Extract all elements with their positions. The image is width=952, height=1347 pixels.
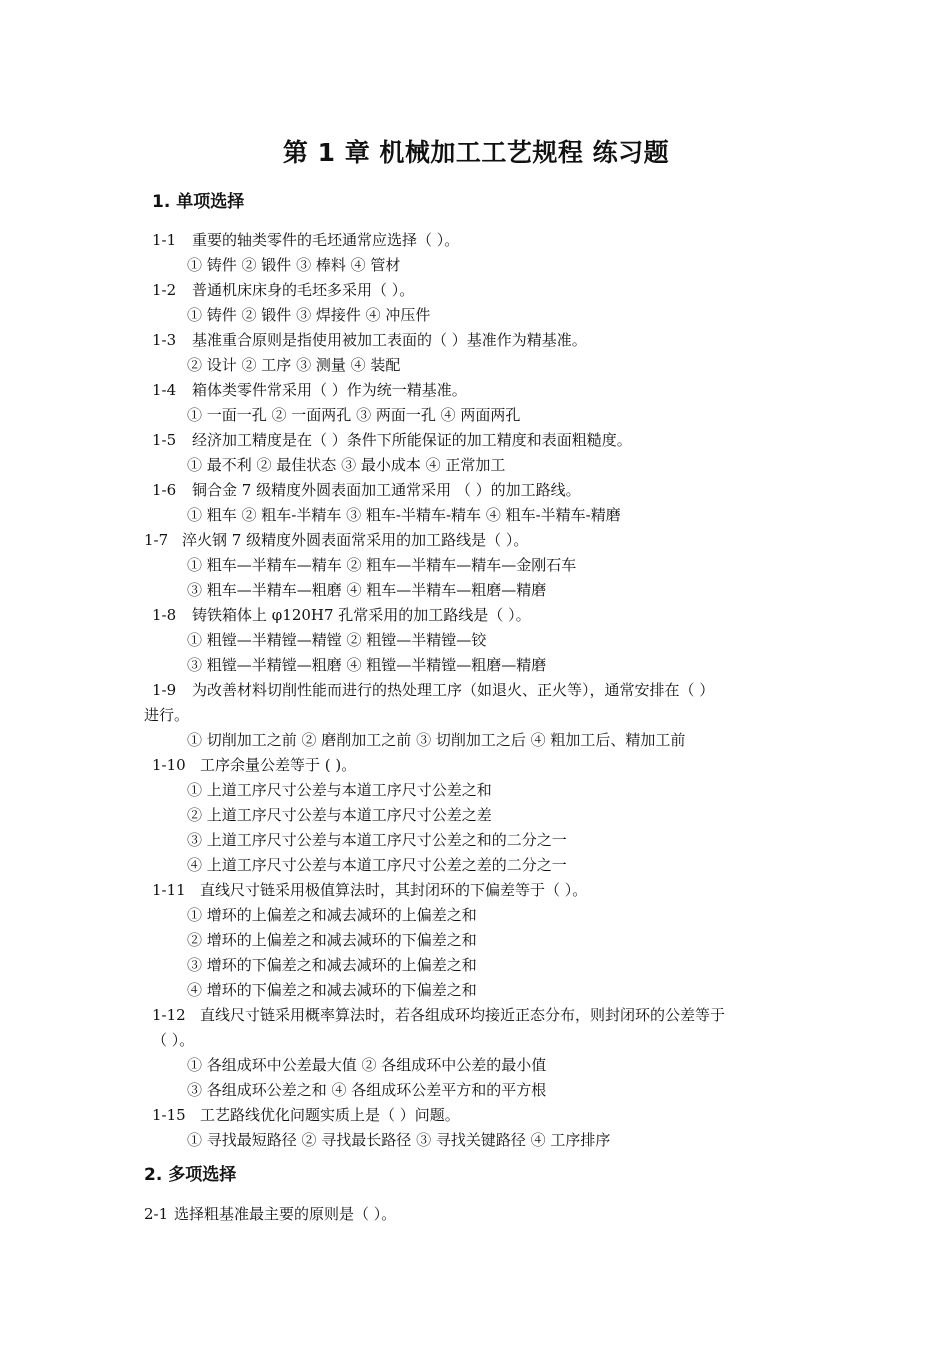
question-text: 普通机床床身的毛坯多采用（ ）。 (192, 281, 415, 299)
question-1-3 (152, 329, 587, 351)
section-heading-multiple-choice: 2. 多项选择 (144, 1165, 237, 1185)
question-number: 1-15 (152, 1106, 186, 1124)
options-1-12-a: ① 各组成环中公差最大值 ② 各组成环中公差的最小值 (187, 1056, 547, 1074)
question-number: 2-1 (144, 1205, 169, 1223)
options-1-11-b: ② 增环的上偏差之和减去减环的下偏差之和 (187, 931, 477, 949)
question-number: 1-4 (152, 381, 177, 399)
question-1-10 (152, 754, 356, 776)
question-number: 1-7 (144, 531, 169, 549)
question-1-5 (152, 429, 632, 451)
options-1-10-a: ① 上道工序尺寸公差与本道工序尺寸公差之和 (187, 781, 492, 799)
question-number: 1-11 (152, 881, 186, 899)
question-1-2 (152, 279, 414, 301)
question-1-12-continued: （ ）。 (152, 1031, 195, 1049)
question-text: 工艺路线优化问题实质上是（ ）问题。 (200, 1106, 460, 1124)
question-text: 重要的轴类零件的毛坯通常应选择（ ）。 (192, 231, 460, 249)
question-1-9 (152, 679, 714, 701)
options-1-4: ① 一面一孔 ② 一面两孔 ③ 两面一孔 ④ 两面两孔 (187, 406, 521, 424)
options-1-3: ② 设计 ② 工序 ③ 测量 ④ 装配 (187, 356, 401, 374)
options-1-7-b: ③ 粗车—半精车—粗磨 ④ 粗车—半精车—粗磨—精磨 (187, 581, 547, 599)
options-1-11-d: ④ 增环的下偏差之和减去减环的下偏差之和 (187, 981, 477, 999)
question-2-1 (144, 1203, 396, 1225)
options-1-9: ① 切削加工之前 ② 磨削加工之前 ③ 切削加工之后 ④ 粗加工后、精加工前 (187, 731, 686, 749)
question-text: 基准重合原则是指使用被加工表面的（ ）基准作为精基准。 (192, 331, 587, 349)
question-1-8 (152, 604, 531, 626)
question-1-4 (152, 379, 467, 401)
question-text: 铜合金 7 级精度外圆表面加工通常采用 （ ）的加工路线。 (192, 481, 581, 499)
options-1-5: ① 最不利 ② 最佳状态 ③ 最小成本 ④ 正常加工 (187, 456, 506, 474)
question-text: 直线尺寸链采用极值算法时，其封闭环的下偏差等于（ ）。 (200, 881, 588, 899)
question-text: 淬火钢 7 级精度外圆表面常采用的加工路线是（ ）。 (182, 531, 529, 549)
question-number: 1-2 (152, 281, 177, 299)
question-text: 直线尺寸链采用概率算法时，若各组成环均接近正态分布，则封闭环的公差等于 (200, 1006, 726, 1024)
question-text: 经济加工精度是在（ ）条件下所能保证的加工精度和表面粗糙度。 (192, 431, 632, 449)
section-heading-single-choice: 1. 单项选择 (152, 192, 245, 212)
question-number: 1-1 (152, 231, 177, 249)
options-1-11-a: ① 增环的上偏差之和减去减环的上偏差之和 (187, 906, 477, 924)
question-text: 工序余量公差等于 ( )。 (200, 756, 357, 774)
options-1-15: ① 寻找最短路径 ② 寻找最长路径 ③ 寻找关键路径 ④ 工序排序 (187, 1131, 611, 1149)
options-1-8-a: ① 粗镗—半精镗—精镗 ② 粗镗—半精镗—铰 (187, 631, 487, 649)
question-text: 选择粗基准最主要的原则是（ ）。 (174, 1205, 397, 1223)
options-1-11-c: ③ 增环的下偏差之和减去减环的上偏差之和 (187, 956, 477, 974)
options-1-8-b: ③ 粗镗—半精镗—粗磨 ④ 粗镗—半精镗—粗磨—精磨 (187, 656, 547, 674)
question-number: 1-5 (152, 431, 177, 449)
question-1-1 (152, 229, 459, 251)
question-1-6 (152, 479, 581, 501)
options-1-6: ① 粗车 ② 粗车-半精车 ③ 粗车-半精车-精车 ④ 粗车-半精车-精磨 (187, 506, 621, 524)
question-text: 箱体类零件常采用（ ）作为统一精基准。 (192, 381, 467, 399)
page-title: 第 1 章 机械加工工艺规程 练习题 (282, 138, 670, 167)
question-number: 1-10 (152, 756, 186, 774)
options-1-7-a: ① 粗车—半精车—精车 ② 粗车—半精车—精车—金刚石车 (187, 556, 577, 574)
question-1-7 (144, 529, 528, 551)
options-1-2: ① 铸件 ② 锻件 ③ 焊接件 ④ 冲压件 (187, 306, 431, 324)
options-1-1: ① 铸件 ② 锻件 ③ 棒料 ④ 管材 (187, 256, 401, 274)
options-1-10-c: ③ 上道工序尺寸公差与本道工序尺寸公差之和的二分之一 (187, 831, 567, 849)
question-1-11 (152, 879, 587, 901)
question-text: 为改善材料切削性能而进行的热处理工序（如退火、正火等），通常安排在（ ） (192, 681, 715, 699)
question-number: 1-3 (152, 331, 177, 349)
question-1-12 (152, 1004, 725, 1026)
question-number: 1-12 (152, 1006, 186, 1024)
question-number: 1-6 (152, 481, 177, 499)
question-number: 1-8 (152, 606, 177, 624)
question-1-15 (152, 1104, 460, 1126)
options-1-10-d: ④ 上道工序尺寸公差与本道工序尺寸公差之差的二分之一 (187, 856, 567, 874)
question-text: 铸铁箱体上 φ120H7 孔常采用的加工路线是（ ）。 (192, 606, 531, 624)
options-1-12-b: ③ 各组成环公差之和 ④ 各组成环公差平方和的平方根 (187, 1081, 547, 1099)
question-1-9-continued: 进行。 (144, 706, 190, 724)
options-1-10-b: ② 上道工序尺寸公差与本道工序尺寸公差之差 (187, 806, 492, 824)
question-number: 1-9 (152, 681, 177, 699)
